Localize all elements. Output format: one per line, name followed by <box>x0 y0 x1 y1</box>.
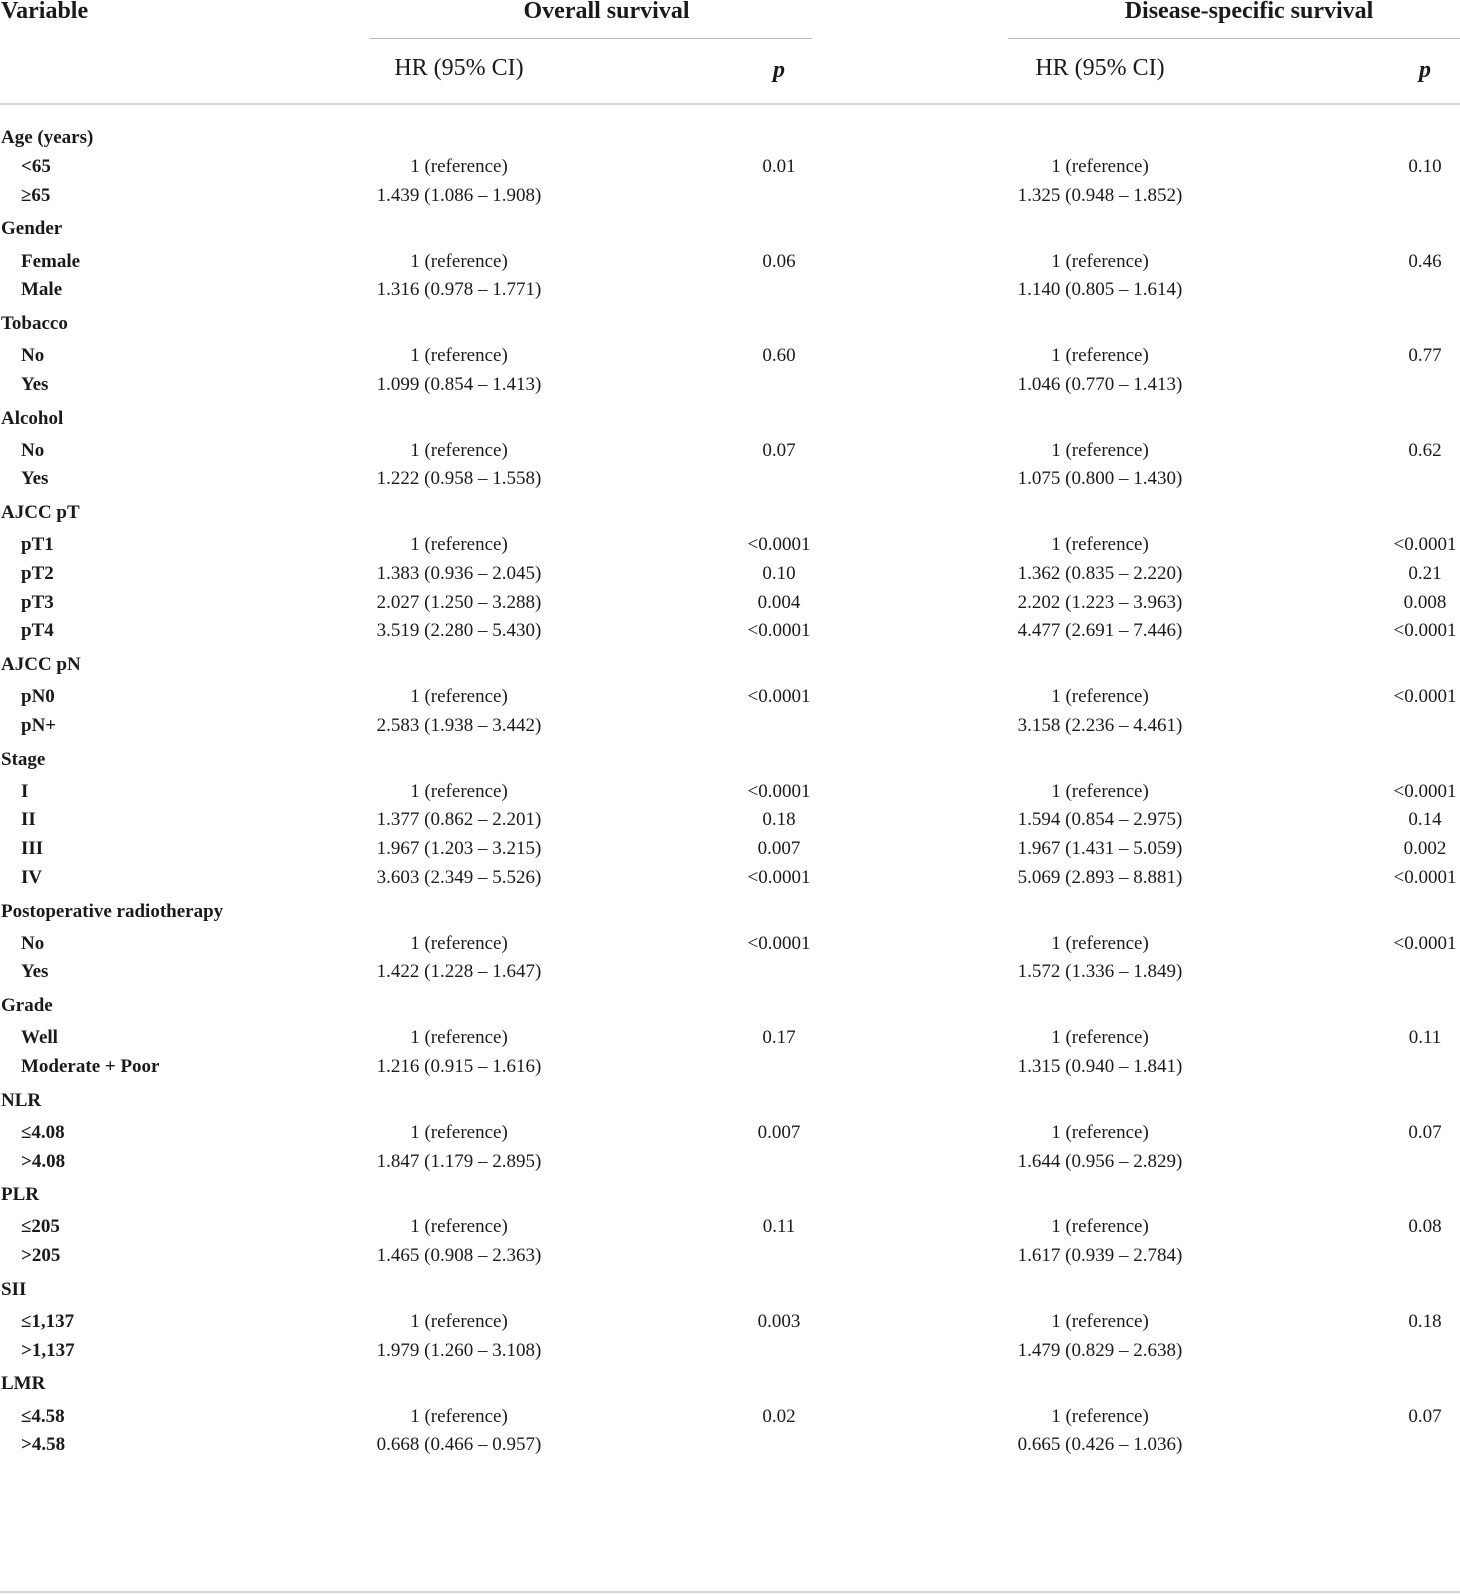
dss-p-cell: <0.0001 <box>1393 866 1457 888</box>
category-row <box>0 1082 1460 1119</box>
level-label: III <box>21 838 44 860</box>
os-hr-cell: 1.222 (0.958 – 1.558) <box>376 468 542 490</box>
os-p-cell: 0.60 <box>762 345 796 367</box>
table-row <box>0 930 1460 959</box>
os-hr-cell: 1 (reference) <box>410 439 508 461</box>
table-row <box>0 958 1460 987</box>
table-row <box>0 683 1460 712</box>
category-label: Grade <box>1 995 53 1017</box>
os-p-cell: 0.11 <box>762 1216 796 1238</box>
level-label: <65 <box>21 156 51 177</box>
os-p-cell: 0.007 <box>757 1121 801 1143</box>
category-row <box>0 1365 1460 1402</box>
os-p-cell: <0.0001 <box>747 780 811 802</box>
os-hr-cell: 1.847 (1.179 – 2.895) <box>376 1150 542 1172</box>
table-row <box>0 1308 1460 1337</box>
dss-hr-cell: 1 (reference) <box>1051 345 1149 367</box>
os-p-cell: 0.07 <box>762 439 796 461</box>
dss-hr-cell: 1.075 (0.800 – 1.430) <box>1017 468 1183 490</box>
table-row <box>0 1024 1460 1053</box>
dss-p-cell: <0.0001 <box>1393 620 1457 642</box>
table-row <box>0 1053 1460 1082</box>
os-hr-cell: 1 (reference) <box>410 1405 508 1427</box>
dss-hr-cell: 5.069 (2.893 – 8.881) <box>1017 866 1183 888</box>
level-label: No <box>21 439 45 461</box>
os-hr-cell: 1 (reference) <box>410 932 508 954</box>
category-label: SII <box>1 1278 27 1300</box>
dss-hr-cell: 1 (reference) <box>1051 686 1149 708</box>
table-row <box>0 1403 1460 1432</box>
category-row <box>0 400 1460 437</box>
os-hr-cell: 2.027 (1.250 – 3.288) <box>376 591 542 613</box>
level-label: pN+ <box>21 714 57 736</box>
os-hr-cell: 1.316 (0.978 – 1.771) <box>376 279 542 301</box>
category-row <box>0 119 1460 153</box>
dss-hr-cell: 1.617 (0.939 – 2.784) <box>1017 1245 1183 1267</box>
table-row <box>0 617 1460 646</box>
category-label: AJCC pT <box>1 502 80 524</box>
table-row <box>0 248 1460 277</box>
dss-hr-cell: 1 (reference) <box>1051 932 1149 954</box>
table-row <box>0 1119 1460 1148</box>
os-hr-cell: 3.519 (2.280 – 5.430) <box>376 620 542 642</box>
dss-hr-cell: 1.967 (1.431 – 5.059) <box>1017 838 1183 860</box>
level-label: I <box>21 780 29 802</box>
os-p-cell: <0.0001 <box>747 932 811 954</box>
os-hr-cell: 1 (reference) <box>410 250 508 272</box>
table-row <box>0 531 1460 560</box>
table-row <box>0 153 1460 182</box>
category-row <box>0 305 1460 342</box>
level-label: ≤1,137 <box>21 1310 75 1332</box>
table-row <box>0 1431 1460 1460</box>
os-p-cell: 0.02 <box>762 1405 796 1427</box>
os-p-cell: 0.06 <box>762 250 796 272</box>
dss-hr-cell: 1.594 (0.854 – 2.975) <box>1017 809 1183 831</box>
os-hr-cell: 1 (reference) <box>410 345 508 367</box>
header-overall-survival: Overall survival <box>523 0 690 24</box>
os-hr-cell: 1 (reference) <box>410 534 508 556</box>
level-label: Yes <box>21 373 49 395</box>
header-dss-hr: HR (95% CI) <box>1035 55 1165 81</box>
level-label: ≤205 <box>21 1216 60 1238</box>
dss-p-cell: 0.07 <box>1408 1405 1442 1427</box>
dss-p-cell: <0.0001 <box>1393 780 1457 802</box>
os-hr-cell: 1.439 (1.086 – 1.908) <box>376 184 542 206</box>
os-p-cell: <0.0001 <box>747 866 811 888</box>
dss-hr-cell: 1 (reference) <box>1051 1405 1149 1427</box>
category-label: AJCC pN <box>1 654 81 675</box>
dss-hr-cell: 3.158 (2.236 – 4.461) <box>1017 714 1183 736</box>
dss-p-cell: 0.002 <box>1403 838 1447 860</box>
os-hr-cell: 2.583 (1.938 – 3.442) <box>376 714 542 736</box>
os-hr-cell: 1.099 (0.854 – 1.413) <box>376 373 542 395</box>
dss-p-cell: 0.07 <box>1408 1121 1442 1143</box>
table-row <box>0 589 1460 618</box>
category-label: LMR <box>1 1373 46 1395</box>
level-label: ≥65 <box>21 184 51 206</box>
dss-p-cell: <0.0001 <box>1393 686 1457 708</box>
dss-hr-cell: 1 (reference) <box>1051 534 1149 556</box>
header-disease-specific-survival: Disease-specific survival <box>1124 0 1374 24</box>
dss-hr-cell: 1 (reference) <box>1051 1310 1149 1332</box>
table-row <box>0 778 1460 807</box>
os-p-cell: 0.10 <box>762 562 796 584</box>
category-row <box>0 646 1460 683</box>
dss-p-cell: 0.77 <box>1408 345 1442 367</box>
dss-hr-cell: 1 (reference) <box>1051 1121 1149 1143</box>
overall-survival-group-rule <box>369 38 812 39</box>
category-label: NLR <box>1 1089 42 1111</box>
dss-hr-cell: 1 (reference) <box>1051 1027 1149 1049</box>
header-os-hr: HR (95% CI) <box>394 55 524 81</box>
dss-p-cell: 0.008 <box>1403 591 1447 613</box>
dss-hr-cell: 1.362 (0.835 – 2.220) <box>1017 562 1183 584</box>
dss-hr-cell: 1 (reference) <box>1051 439 1149 461</box>
level-label: No <box>21 345 45 367</box>
dss-hr-cell: 1 (reference) <box>1051 780 1149 802</box>
header-os-p: p <box>773 57 785 83</box>
dss-hr-cell: 1.479 (0.829 – 2.638) <box>1017 1339 1183 1361</box>
header-variable: Variable <box>1 0 89 24</box>
level-label: IV <box>21 866 43 888</box>
os-hr-cell: 1 (reference) <box>410 156 508 177</box>
table-row <box>0 1242 1460 1271</box>
os-hr-cell: 1 (reference) <box>410 1027 508 1049</box>
table-row <box>0 806 1460 835</box>
category-row <box>0 987 1460 1024</box>
level-label: Moderate + Poor <box>21 1055 160 1077</box>
dss-p-cell: 0.11 <box>1408 1027 1442 1049</box>
dss-p-cell: 0.10 <box>1408 156 1442 177</box>
dss-hr-cell: 1 (reference) <box>1051 156 1149 177</box>
level-label: ≤4.58 <box>21 1405 65 1427</box>
dss-hr-cell: 1.315 (0.940 – 1.841) <box>1017 1055 1183 1077</box>
os-p-cell: 0.004 <box>757 591 801 613</box>
level-label: II <box>21 809 36 831</box>
level-label: No <box>21 932 45 954</box>
dss-hr-cell: 1.325 (0.948 – 1.852) <box>1017 184 1183 206</box>
dss-hr-cell: 1 (reference) <box>1051 250 1149 272</box>
level-label: pT4 <box>21 620 54 642</box>
level-label: Male <box>21 279 63 301</box>
table-row <box>0 712 1460 741</box>
table-row <box>0 560 1460 589</box>
dss-p-cell: 0.14 <box>1408 809 1442 831</box>
table-row <box>0 1148 1460 1177</box>
os-p-cell: 0.007 <box>757 838 801 860</box>
level-label: pN0 <box>21 686 55 708</box>
dss-hr-cell: 1.572 (1.336 – 1.849) <box>1017 961 1183 983</box>
category-row <box>0 1271 1460 1308</box>
dss-hr-cell: 1.644 (0.956 – 2.829) <box>1017 1150 1183 1172</box>
table-row <box>0 276 1460 305</box>
dss-hr-cell: 1.140 (0.805 – 1.614) <box>1017 279 1183 301</box>
os-hr-cell: 3.603 (2.349 – 5.526) <box>376 866 542 888</box>
category-label: Postoperative radiotherapy <box>1 900 224 922</box>
category-row <box>0 1176 1460 1213</box>
table-row <box>0 465 1460 494</box>
level-label: pT1 <box>21 534 54 556</box>
level-label: Well <box>21 1027 58 1049</box>
dss-p-cell: 0.46 <box>1408 250 1442 272</box>
level-label: pT2 <box>21 562 54 584</box>
dss-p-cell: 0.18 <box>1408 1310 1442 1332</box>
os-p-cell: <0.0001 <box>747 686 811 708</box>
os-hr-cell: 1 (reference) <box>410 780 508 802</box>
level-label: Female <box>21 250 81 272</box>
level-label: Yes <box>21 961 49 983</box>
dss-p-cell: <0.0001 <box>1393 534 1457 556</box>
category-row <box>0 494 1460 531</box>
category-row <box>0 210 1460 247</box>
os-p-cell: 0.18 <box>762 809 796 831</box>
os-hr-cell: 1 (reference) <box>410 1310 508 1332</box>
category-label: Stage <box>1 748 46 770</box>
table-row <box>0 1337 1460 1366</box>
dss-p-cell: <0.0001 <box>1393 932 1457 954</box>
os-hr-cell: 1 (reference) <box>410 1121 508 1143</box>
category-label: Gender <box>1 218 63 240</box>
category-row <box>0 741 1460 778</box>
os-hr-cell: 1.967 (1.203 – 3.215) <box>376 838 542 860</box>
dss-hr-cell: 1 (reference) <box>1051 1216 1149 1238</box>
level-label: pT3 <box>21 591 54 613</box>
table-row <box>0 437 1460 466</box>
table-row <box>0 864 1460 893</box>
dss-p-cell: 0.08 <box>1408 1216 1442 1238</box>
table-row <box>0 1213 1460 1242</box>
level-label: >205 <box>21 1245 61 1267</box>
os-hr-cell: 1.422 (1.228 – 1.647) <box>376 961 542 983</box>
table-row <box>0 342 1460 371</box>
table-bottom-rule <box>0 1591 1460 1593</box>
os-p-cell: 0.01 <box>762 156 796 177</box>
dss-hr-cell: 2.202 (1.223 – 3.963) <box>1017 591 1183 613</box>
os-hr-cell: 1 (reference) <box>410 1216 508 1238</box>
dss-hr-cell: 1.046 (0.770 – 1.413) <box>1017 373 1183 395</box>
category-label: Tobacco <box>1 312 68 334</box>
os-p-cell: 0.17 <box>762 1027 796 1049</box>
table-row <box>0 835 1460 864</box>
table-row <box>0 371 1460 400</box>
os-hr-cell: 1.979 (1.260 – 3.108) <box>376 1339 542 1361</box>
table-row <box>0 182 1460 211</box>
dss-p-cell: 0.21 <box>1408 562 1442 584</box>
os-hr-cell: 1.216 (0.915 – 1.616) <box>376 1055 542 1077</box>
os-p-cell: <0.0001 <box>747 620 811 642</box>
level-label: >1,137 <box>21 1339 75 1361</box>
dss-hr-cell: 4.477 (2.691 – 7.446) <box>1017 620 1183 642</box>
disease-specific-group-rule <box>1008 38 1460 39</box>
category-label: Age (years) <box>1 127 94 148</box>
level-label: Yes <box>21 468 49 490</box>
category-row <box>0 893 1460 930</box>
header-dss-p: p <box>1419 57 1431 83</box>
os-hr-cell: 0.668 (0.466 – 0.957) <box>376 1434 542 1456</box>
os-p-cell: <0.0001 <box>747 534 811 556</box>
category-label: PLR <box>1 1184 39 1206</box>
category-label: Alcohol <box>1 407 64 429</box>
os-hr-cell: 1.377 (0.862 – 2.201) <box>376 809 542 831</box>
header-bottom-rule <box>0 103 1460 105</box>
table-body <box>0 119 1460 1460</box>
dss-p-cell: 0.62 <box>1408 439 1442 461</box>
os-hr-cell: 1 (reference) <box>410 686 508 708</box>
level-label: >4.58 <box>21 1434 66 1456</box>
os-hr-cell: 1.383 (0.936 – 2.045) <box>376 562 542 584</box>
level-label: ≤4.08 <box>21 1121 65 1143</box>
dss-hr-cell: 0.665 (0.426 – 1.036) <box>1017 1434 1183 1456</box>
level-label: >4.08 <box>21 1150 66 1172</box>
os-hr-cell: 1.465 (0.908 – 2.363) <box>376 1245 542 1267</box>
os-p-cell: 0.003 <box>757 1310 801 1332</box>
